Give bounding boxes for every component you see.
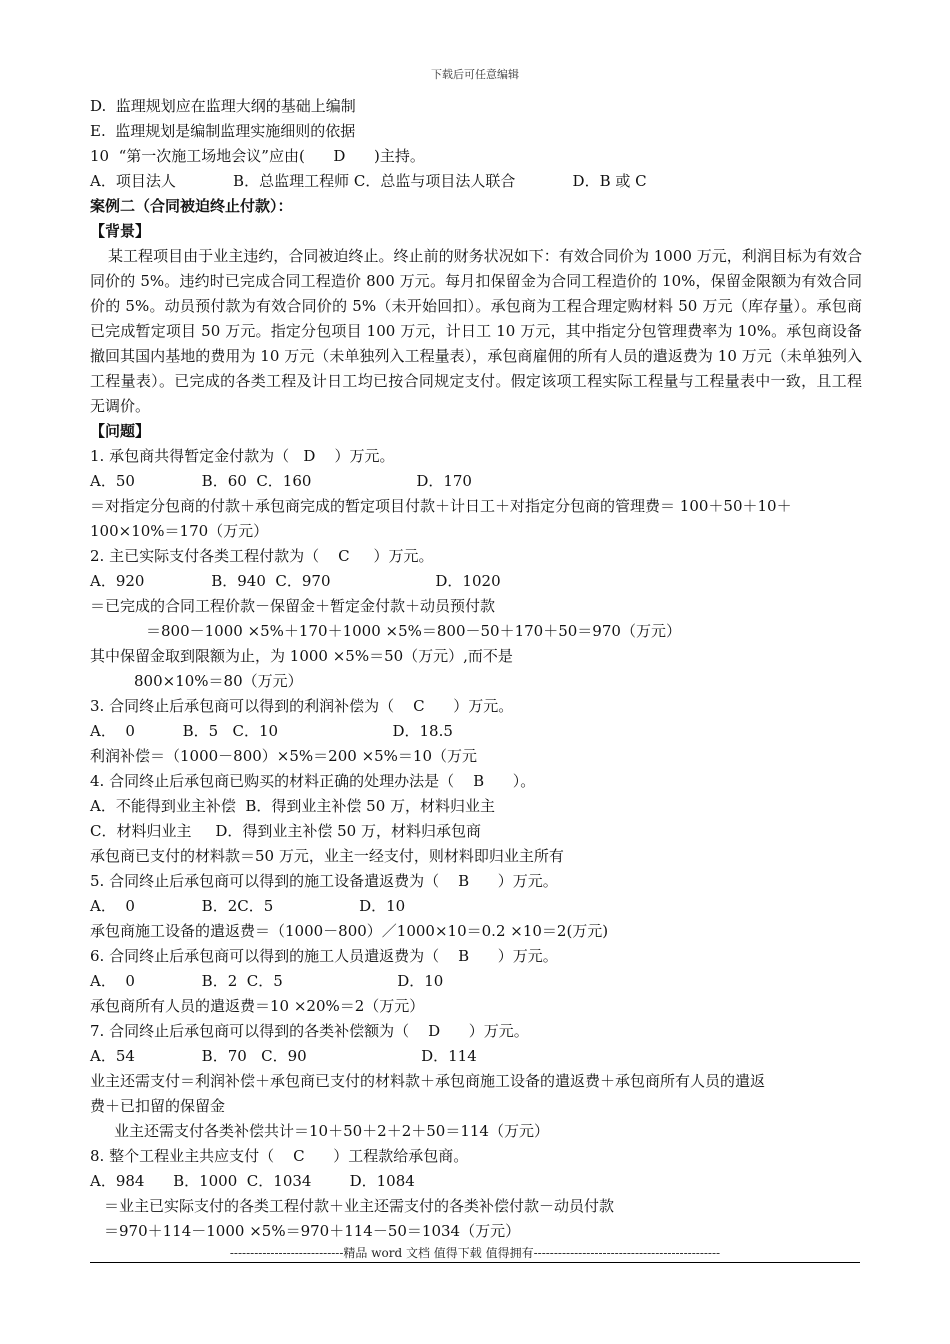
q2-answer-line: ＝800－1000 ×5%＋170＋1000 ×5%＝800－50＋170＋50＝970（万元） xyxy=(146,622,681,640)
document-body xyxy=(90,94,862,1244)
q7-question: 7. 合同终止后承包商可以得到的各类补偿额为（ D ）万元。 xyxy=(90,1022,529,1040)
page-footer: ----------------------------精品 word 文档 值得下载 值得拥有---------------------------------------------- xyxy=(229,1246,721,1260)
q1-question: 1. 承包商共得暂定金付款为（ D ）万元。 xyxy=(90,447,395,465)
option-d-line: D. 监理规划应在监理大纲的基础上编制 xyxy=(90,97,356,115)
q4-question: 4. 合同终止后承包商已购买的材料正确的处理办法是（ B ）。 xyxy=(90,772,536,790)
q8-answer-line: ＝业主已实际支付的各类工程付款＋业主还需支付的各类补偿付款－动员付款 xyxy=(104,1197,615,1215)
q3-answer-line: 利润补偿＝（1000－800）×5%＝200 ×5%＝10（万元 xyxy=(90,747,478,765)
q7-answer-line: 费＋已扣留的保留金 xyxy=(90,1097,226,1115)
q4-options: A．不能得到业主补偿 B．得到业主补偿 50 万，材料归业主 xyxy=(90,797,496,815)
q1-answer-line: 100×10%＝170（万元） xyxy=(90,522,269,540)
q6-question: 6. 合同终止后承包商可以得到的施工人员遣返费为（ B ）万元。 xyxy=(90,947,558,965)
q5-options: A． 0 B．2C．5 D．10 xyxy=(90,897,406,915)
q3-options: A． 0 B．5 C．10 D．18.5 xyxy=(90,722,453,740)
questions-heading: 【问题】 xyxy=(90,422,151,440)
footer-divider xyxy=(90,1262,860,1263)
q1-answer-line: ＝对指定分包商的付款＋承包商完成的暂定项目付款＋计日工＋对指定分包商的管理费＝ 100＋50＋10＋ xyxy=(90,497,792,515)
background-paragraph: 某工程项目由于业主违约，合同被迫终止。终止前的财务状况如下：有效合同价为 1000 万元，利润目标为有效合同价的 5%。违约时已完成合同工程造价 800 万元。每月扣保留金为合同工程造价的 10%，保留金限额为有效合同价的 5%。动员预付款为有效合同价的 5%（未开始回扣）。承包商为工程合理定购材料 50 万元（库存量）。承包商已完成暂定项目 50 万元。指定分包项目 100 万元，计日工 10 万元，其中指定分包管理费率为 10%。承包商设备撤回其国内基地的费用为 10 万元（未单独列入工程量表），承包商雇佣的所有人员的遣返费为 10 万元（未单独列入工程量表）。已完成的各类工程及计日工均已按合同规定支付。假定该项工程实际工程量与工程量表中一致，且工程无调价。 xyxy=(90,247,862,415)
q8-answer-line: ＝970＋114－1000 ×5%＝970＋114－50＝1034（万元） xyxy=(104,1222,521,1240)
q5-question: 5. 合同终止后承包商可以得到的施工设备遣返费为（ B ）万元。 xyxy=(90,872,558,890)
q2-answer-line: 800×10%＝80（万元） xyxy=(134,672,303,690)
q7-options: A．54 B．70 C．90 D．114 xyxy=(90,1047,477,1065)
q2-question: 2. 主已实际支付各类工程付款为（ C ）万元。 xyxy=(90,547,434,565)
q2-options: A．920 B．940 C．970 D．1020 xyxy=(90,572,501,590)
option-e-line: E. 监理规划是编制监理实施细则的依据 xyxy=(90,122,356,140)
q5-answer-line: 承包商施工设备的遣返费＝（1000－800）／1000×10＝0.2 ×10＝2(万元) xyxy=(90,922,609,940)
q7-answer-line: 业主还需支付＝利润补偿＋承包商已支付的材料款＋承包商施工设备的遣返费＋承包商所有人员的遣返 xyxy=(90,1072,766,1090)
q2-answer-line: 其中保留金取到限额为止，为 1000 ×5%＝50（万元）,而不是 xyxy=(90,647,513,665)
q2-answer-line: ＝已完成的合同工程价款－保留金＋暂定金付款＋动员预付款 xyxy=(90,597,496,615)
question-10-options: A．项目法人 B．总监理工程师 C．总监与项目法人联合 D．B 或 C xyxy=(90,172,647,190)
question-10: 10 “第一次施工场地会议”应由( D )主持。 xyxy=(90,147,425,165)
q1-options: A．50 B．60 C．160 D．170 xyxy=(90,472,472,490)
q6-options: A． 0 B．2 C．5 D．10 xyxy=(90,972,444,990)
page-header: 下载后可任意编辑 xyxy=(431,68,519,81)
q3-question: 3. 合同终止后承包商可以得到的利润补偿为（ C ）万元。 xyxy=(90,697,514,715)
q4-answer-line: 承包商已支付的材料款＝50 万元，业主一经支付，则材料即归业主所有 xyxy=(90,847,564,865)
background-heading: 【背景】 xyxy=(90,222,151,240)
q8-question: 8. 整个工程业主共应支付（ C ）工程款给承包商。 xyxy=(90,1147,469,1165)
q6-answer-line: 承包商所有人员的遣返费＝10 ×20%＝2（万元） xyxy=(90,997,425,1015)
q7-answer-line: 业主还需支付各类补偿共计＝10＋50＋2＋2＋50＝114（万元） xyxy=(114,1122,549,1140)
q4-options: C．材料归业主 D．得到业主补偿 50 万，材料归承包商 xyxy=(90,822,481,840)
q8-options: A．984 B．1000 C．1034 D．1084 xyxy=(90,1172,415,1190)
case-title: 案例二（合同被迫终止付款）： xyxy=(90,197,293,215)
